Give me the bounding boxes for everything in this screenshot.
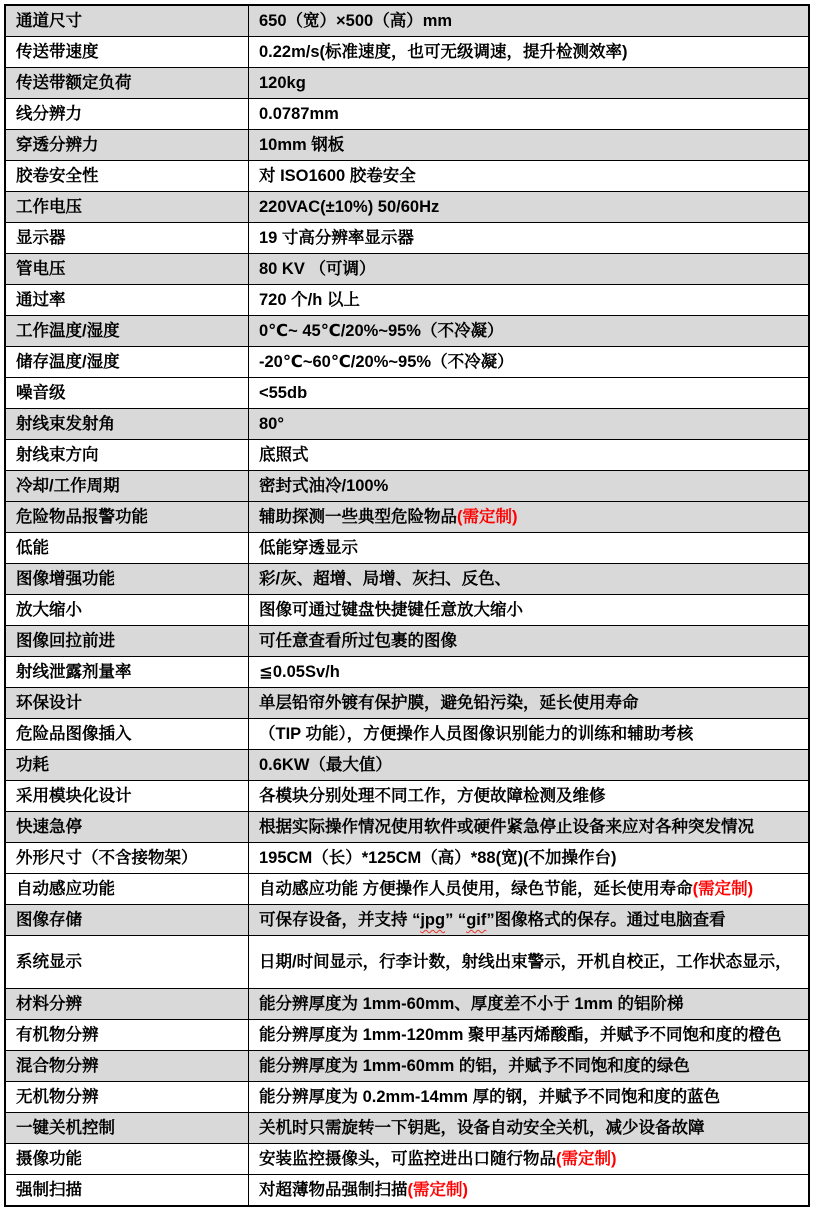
spec-label: 快速急停: [5, 812, 249, 843]
spec-label: 图像增强功能: [5, 564, 249, 595]
spec-label: 放大缩小: [5, 595, 249, 626]
value-text: 19 寸高分辨率显示器: [259, 229, 414, 247]
table-row: [5, 595, 809, 626]
table-row: [5, 223, 809, 254]
custom-required-note: (需定制): [457, 508, 518, 526]
spec-label: 材料分辨: [5, 989, 249, 1020]
spec-value: [249, 843, 810, 874]
custom-required-note: (需定制): [692, 880, 754, 898]
table-row: [5, 502, 809, 533]
table-row: [5, 781, 809, 812]
value-text: 安装监控摄像头，可监控进出口随行物品: [259, 1150, 556, 1168]
spec-value: [249, 130, 810, 161]
spec-value: [249, 316, 810, 347]
spec-label: 通过率: [5, 285, 249, 316]
spec-label: 射线束发射角: [5, 409, 249, 440]
table-row: [5, 68, 809, 99]
table-row: [5, 843, 809, 874]
table-row: [5, 533, 809, 564]
value-text: 可保存设备，并支持 “: [259, 911, 421, 929]
value-text: 图像可通过键盘快捷键任意放大缩小: [259, 601, 523, 619]
value-text: 彩/灰、超增、局增、灰扫、反色、: [259, 570, 512, 588]
value-text: 自动感应功能 方便操作人员使用，绿色节能，延长使用寿命: [259, 880, 693, 898]
spec-label: 一键关机控制: [5, 1113, 249, 1144]
value-text: 650（宽）×500（高）mm: [259, 12, 453, 30]
spec-label: 外形尺寸（不含接物架）: [5, 843, 249, 874]
table-row: [5, 1113, 809, 1144]
spec-value: [249, 440, 810, 471]
spec-label: 通道尺寸: [5, 5, 249, 37]
spec-label: 系统显示: [5, 936, 249, 989]
spec-label: 无机物分辨: [5, 1082, 249, 1113]
custom-required-note: (需定制): [407, 1181, 468, 1199]
table-row: [5, 626, 809, 657]
table-row: [5, 471, 809, 502]
table-row: [5, 657, 809, 688]
spec-label: 危险品图像插入: [5, 719, 249, 750]
spec-value: [249, 192, 810, 223]
value-text: 能分辨厚度为 1mm-120mm 聚甲基丙烯酸酯，并赋予不同饱和度的橙色: [259, 1026, 782, 1044]
spec-value: [249, 1144, 810, 1175]
value-text: 能分辨厚度为 0.2mm-14mm 厚的钢，并赋予不同饱和度的蓝色: [259, 1088, 721, 1106]
spec-label: 射线束方向: [5, 440, 249, 471]
value-text: 720 个/h 以上: [259, 291, 360, 309]
spec-label: 图像回拉前进: [5, 626, 249, 657]
spec-label: 胶卷安全性: [5, 161, 249, 192]
spec-value: [249, 161, 810, 192]
value-text: 根据实际操作情况使用软件或硬件紧急停止设备来应对各种突发情况: [259, 818, 754, 836]
value-text: 对 ISO1600 胶卷安全: [259, 167, 416, 185]
table-row: [5, 99, 809, 130]
table-row: [5, 1082, 809, 1113]
spec-value: [249, 99, 810, 130]
spec-label: 图像存储: [5, 905, 249, 936]
spec-value: [249, 1113, 810, 1144]
spec-value: [249, 223, 810, 254]
table-row: [5, 989, 809, 1020]
spec-label: 穿透分辨力: [5, 130, 249, 161]
value-text: 220VAC(±10%) 50/60Hz: [259, 198, 440, 216]
spec-value: [249, 719, 810, 750]
spec-table: [4, 4, 810, 1207]
table-row: [5, 936, 809, 989]
value-text: 各模块分别处理不同工作，方便故障检测及维修: [259, 787, 606, 805]
spec-value: [249, 378, 810, 409]
value-text: 10mm 钢板: [259, 136, 345, 154]
value-text: 密封式油冷/100%: [259, 477, 389, 495]
table-row: [5, 564, 809, 595]
table-row: [5, 719, 809, 750]
spec-label: 功耗: [5, 750, 249, 781]
table-row: [5, 409, 809, 440]
spec-label: 射线泄露剂量率: [5, 657, 249, 688]
spec-label: 混合物分辨: [5, 1051, 249, 1082]
value-text: <55db: [259, 384, 308, 402]
table-row: [5, 750, 809, 781]
value-text: 0.6KW（最大值）: [259, 756, 392, 774]
spec-value: [249, 781, 810, 812]
spec-label: 低能: [5, 533, 249, 564]
spec-value: [249, 502, 810, 533]
spec-value: [249, 989, 810, 1020]
spec-label: 工作温度/湿度: [5, 316, 249, 347]
spec-value: [249, 595, 810, 626]
table-row: [5, 316, 809, 347]
table-row: [5, 347, 809, 378]
value-text: （TIP 功能），方便操作人员图像识别能力的训练和辅助考核: [259, 725, 694, 743]
spec-label: 工作电压: [5, 192, 249, 223]
spec-label: 环保设计: [5, 688, 249, 719]
value-text: 80°: [259, 415, 284, 433]
spec-value: [249, 936, 810, 989]
spec-value: [249, 1020, 810, 1051]
spellcheck-word: gif: [466, 911, 487, 929]
value-text: 底照式: [259, 446, 309, 464]
value-text: 对超薄物品强制扫描: [259, 1181, 408, 1199]
spec-value: [249, 471, 810, 502]
spec-value: [249, 347, 810, 378]
value-text: 低能穿透显示: [259, 539, 358, 557]
table-row: [5, 37, 809, 68]
spec-value: [249, 68, 810, 99]
table-row: [5, 812, 809, 843]
table-row: [5, 161, 809, 192]
value-text: 关机时只需旋转一下钥匙，设备自动安全关机，减少设备故障: [259, 1119, 705, 1137]
spec-value: [249, 874, 810, 905]
spec-label: 采用模块化设计: [5, 781, 249, 812]
spec-table-body: [5, 5, 809, 1206]
value-text: 80 KV （可调）: [259, 260, 376, 278]
table-row: [5, 874, 809, 905]
table-row: [5, 285, 809, 316]
value-text: 0.22m/s(标准速度，也可无级调速，提升检测效率): [259, 43, 628, 61]
spec-value: [249, 688, 810, 719]
spec-label: 冷却/工作周期: [5, 471, 249, 502]
spec-value: [249, 1082, 810, 1113]
value-text: 单层铅帘外镀有保护膜，避免铅污染，延长使用寿命: [259, 694, 639, 712]
value-text: 120kg: [259, 74, 306, 92]
value-text: 能分辨厚度为 1mm-60mm 的铝，并赋予不同饱和度的绿色: [259, 1057, 690, 1075]
table-row: [5, 254, 809, 285]
table-row: [5, 130, 809, 161]
table-row: [5, 1144, 809, 1175]
value-text: ≦0.05Sv/h: [259, 663, 340, 681]
table-row: [5, 1051, 809, 1082]
value-text: 0.0787mm: [259, 105, 339, 123]
spec-label: 危险物品报警功能: [5, 502, 249, 533]
spec-label: 噪音级: [5, 378, 249, 409]
spec-value: [249, 812, 810, 843]
spec-label: 线分辨力: [5, 99, 249, 130]
table-row: [5, 378, 809, 409]
spec-value: [249, 750, 810, 781]
spec-value: [249, 533, 810, 564]
value-text: 195CM（长）*125CM（高）*88(宽)(不加操作台): [259, 849, 617, 867]
spec-value: [249, 285, 810, 316]
table-row: [5, 1020, 809, 1051]
spec-value: [249, 1175, 810, 1207]
table-row: [5, 192, 809, 223]
value-text: ”图像格式的保存。通过电脑查看: [486, 911, 726, 929]
value-text: ” “: [445, 911, 467, 929]
spec-label: 管电压: [5, 254, 249, 285]
value-text: 0℃~ 45℃/20%~95%（不冷凝）: [259, 322, 504, 340]
spec-label: 显示器: [5, 223, 249, 254]
spec-label: 强制扫描: [5, 1175, 249, 1207]
spec-label: 自动感应功能: [5, 874, 249, 905]
spec-value: [249, 37, 810, 68]
table-row: [5, 440, 809, 471]
spec-value: [249, 905, 810, 936]
spec-value: [249, 564, 810, 595]
spec-label: 传送带额定负荷: [5, 68, 249, 99]
spec-label: 摄像功能: [5, 1144, 249, 1175]
spellcheck-word: jpg: [420, 911, 446, 929]
spec-value: [249, 254, 810, 285]
spec-value: [249, 409, 810, 440]
spec-label: 传送带速度: [5, 37, 249, 68]
value-text: -20℃~60℃/20%~95%（不冷凝）: [259, 353, 514, 371]
custom-required-note: (需定制): [556, 1150, 617, 1168]
spec-label: 有机物分辨: [5, 1020, 249, 1051]
spec-value: [249, 626, 810, 657]
value-text: 可任意查看所过包裹的图像: [259, 632, 457, 650]
value-text: 辅助探测一些典型危险物品: [259, 508, 457, 526]
spec-value: [249, 1051, 810, 1082]
value-text: 能分辨厚度为 1mm-60mm、厚度差不小于 1mm 的铝阶梯: [259, 995, 684, 1013]
table-row: [5, 905, 809, 936]
spec-value: [249, 5, 810, 37]
spec-label: 储存温度/湿度: [5, 347, 249, 378]
spec-value: [249, 657, 810, 688]
table-row: [5, 688, 809, 719]
table-row: [5, 1175, 809, 1207]
value-text: 日期/时间显示，行李计数，射线出束警示，开机自校正，工作状态显示，: [259, 952, 792, 971]
table-row: [5, 5, 809, 37]
